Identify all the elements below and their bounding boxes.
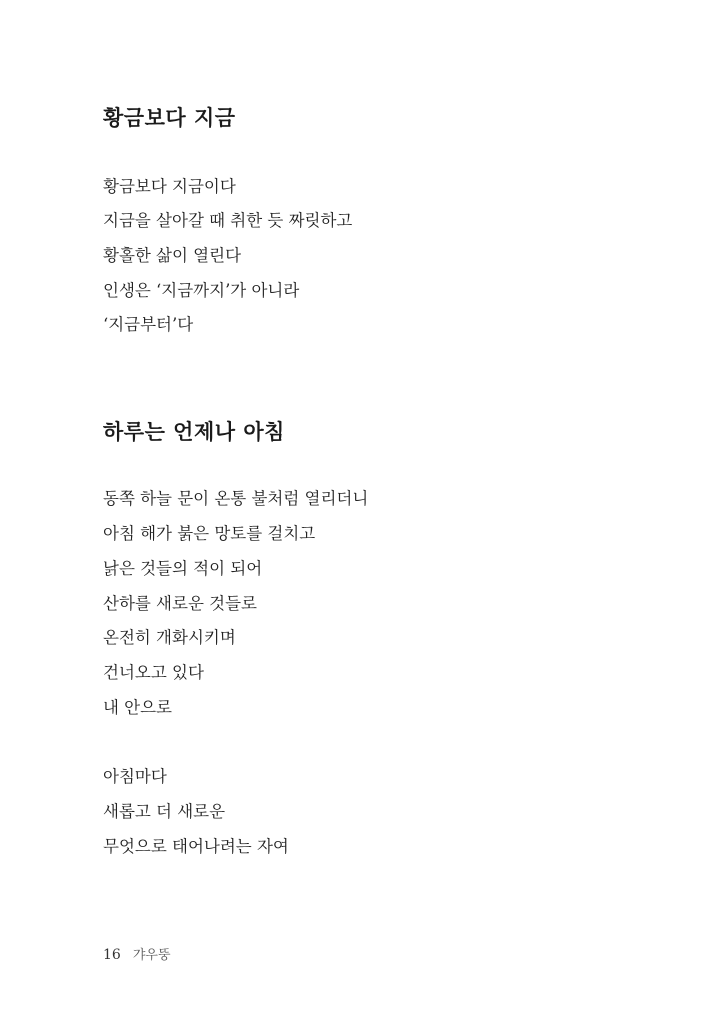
poem2-line: 온전히 개화시키며 — [103, 628, 236, 647]
poem2-line: 내 안으로 — [103, 698, 173, 717]
poem2-line: 아침마다 — [103, 767, 167, 786]
poem2-line: 무엇으로 태어나려는 자여 — [103, 837, 289, 856]
poem2-line: 낡은 것들의 적이 되어 — [103, 559, 263, 578]
poem1-line: 인생은 ‘지금까지’가 아니라 — [103, 281, 300, 300]
poem1-line: 황금보다 지금이다 — [103, 177, 236, 196]
poem2-line: 아침 해가 붉은 망토를 걸치고 — [103, 524, 316, 543]
poem1-line: 지금을 살아갈 때 취한 듯 짜릿하고 — [103, 211, 353, 230]
page-number: 16 — [103, 947, 121, 963]
poem2-line: 산하를 새로운 것들로 — [103, 594, 257, 613]
poem-title-2: 하루는 언제나 아침 — [103, 419, 285, 444]
page-footer — [103, 945, 171, 966]
poem2-line: 동쪽 하늘 문이 온통 불처럼 열리더니 — [103, 489, 369, 508]
poem2-line: 건너오고 있다 — [103, 663, 204, 682]
poem-title-1: 황금보다 지금 — [103, 105, 236, 130]
book-title: 갸우뚱 — [132, 948, 171, 963]
poem1-line: ‘지금부터’다 — [103, 315, 194, 334]
poem2-line: 새롭고 더 새로운 — [103, 802, 226, 821]
poem1-line: 황홀한 삶이 열린다 — [103, 246, 242, 265]
